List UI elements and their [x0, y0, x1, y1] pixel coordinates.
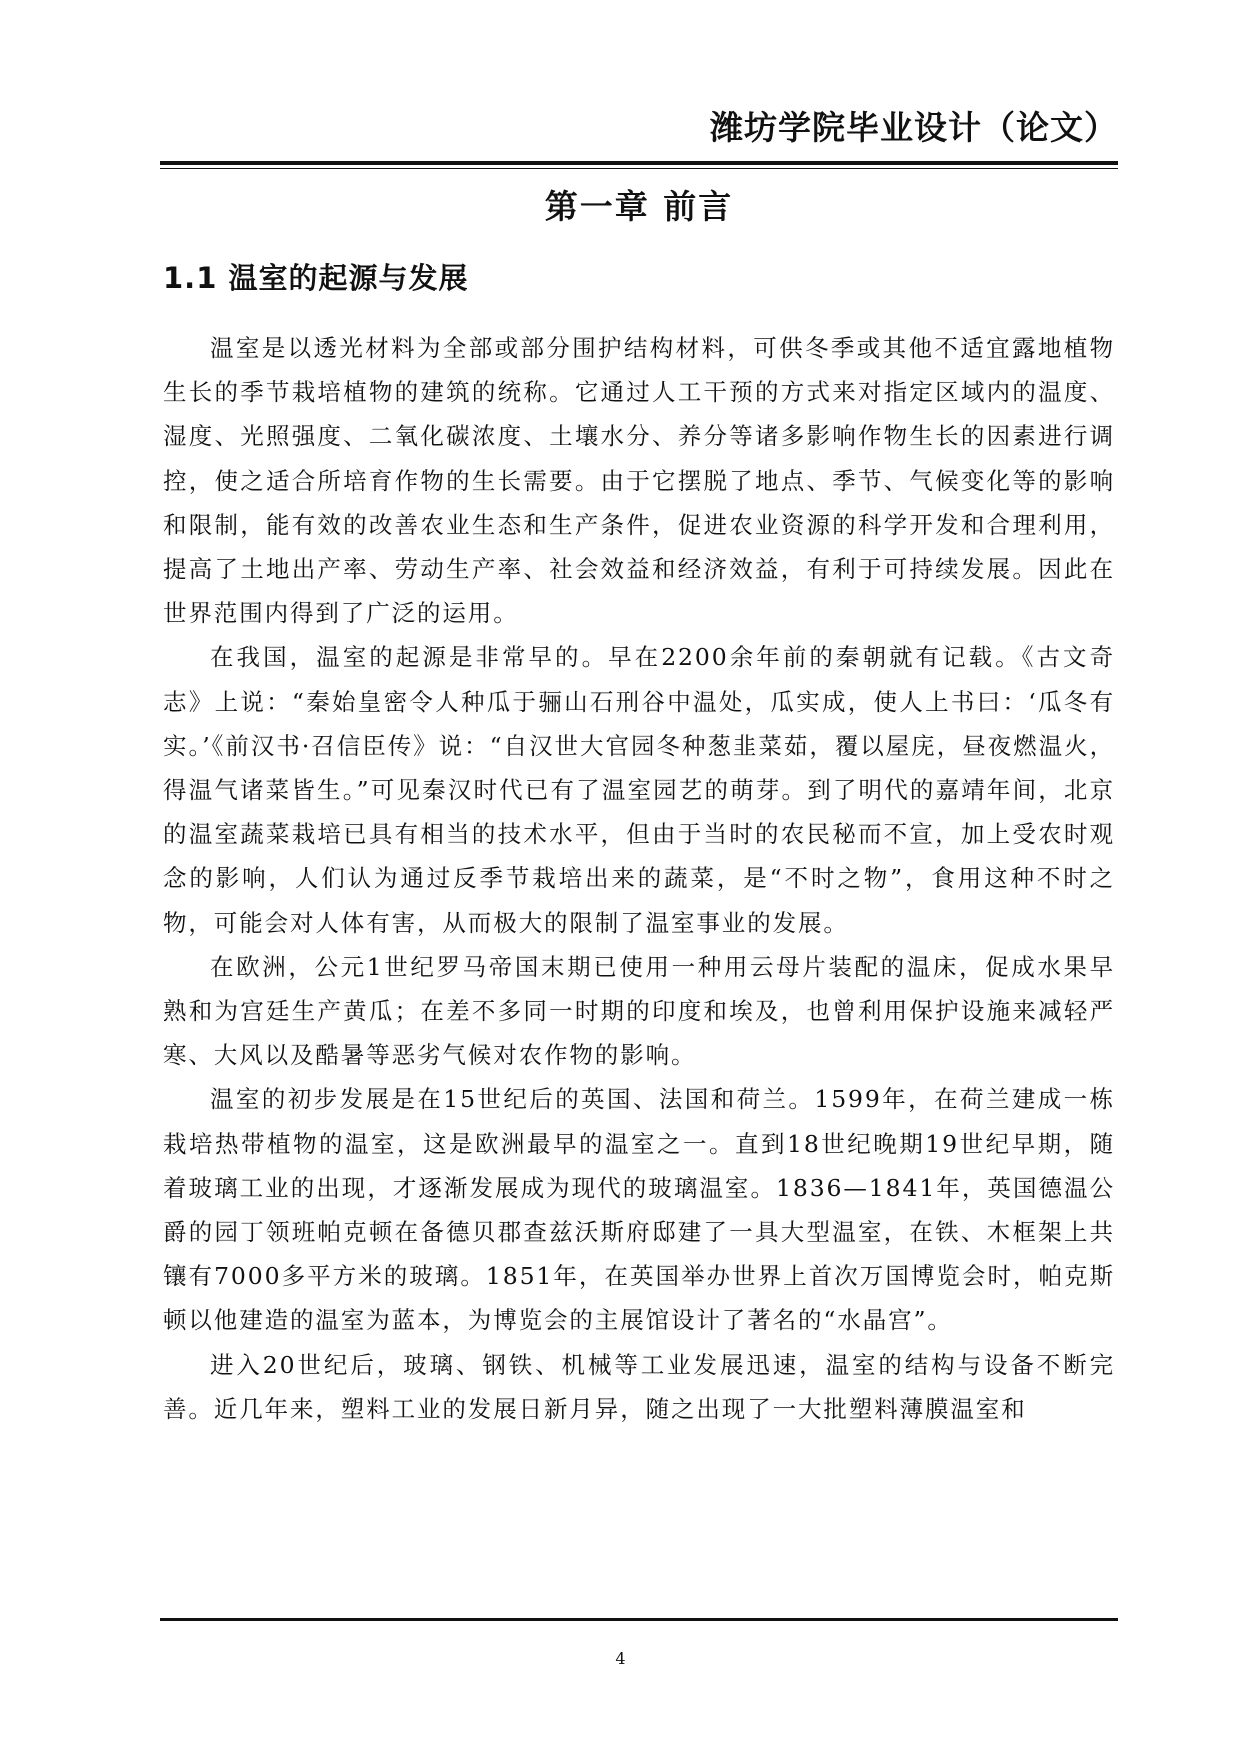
- body-text: [163, 326, 1115, 1431]
- paragraph: 在我国，温室的起源是非常早的。早在2200余年前的秦朝就有记载。《古文奇志》上说：“秦始皇密令人种瓜于骊山石刑谷中温处，瓜实成，使人上书曰：‘瓜冬有实。’《前汉书·召信臣传》说：“自汉世大官园冬种葱韭菜茹，覆以屋庑，昼夜燃温火，得温气诸菜皆生。”可见秦汉时代已有了温室园艺的萌芽。到了明代的嘉靖年间，北京的温室蔬菜栽培已具有相当的技术水平，但由于当时的农民秘而不宣，加上受农时观念的影响，人们认为通过反季节栽培出来的蔬菜，是“不时之物”，食用这种不时之物，可能会对人体有害，从而极大的限制了温室事业的发展。: [163, 643, 1115, 937]
- chapter-title: 第一章 前言: [544, 187, 734, 226]
- running-header-title: 潍坊学院毕业设计（论文）: [710, 108, 1118, 147]
- paragraph: 进入20世纪后，玻璃、钢铁、机械等工业发展迅速，温室的结构与设备不断完善。近几年来，塑料工业的发展日新月异，随之出现了一大批塑料薄膜温室和: [163, 1350, 1115, 1423]
- paragraph: 温室是以透光材料为全部或部分围护结构材料，可供冬季或其他不适宜露地植物生长的季节栽培植物的建筑的统称。它通过人工干预的方式来对指定区域内的温度、湿度、光照强度、二氧化碳浓度、土壤水分、养分等诸多影响作物生长的因素进行调控，使之适合所培育作物的生长需要。由于它摆脱了地点、季节、气候变化等的影响和限制，能有效的改善农业生态和生产条件，促进农业资源的科学开发和合理利用，提高了土地出产率、劳动生产率、社会效益和经济效益，有利于可持续发展。因此在世界范围内得到了广泛的运用。: [163, 334, 1115, 628]
- page-number: 4: [615, 1649, 626, 1668]
- header-rule-thin: [160, 168, 1118, 169]
- section-title: 1.1 温室的起源与发展: [163, 261, 469, 295]
- paragraph: 温室的初步发展是在15世纪后的英国、法国和荷兰。1599年，在荷兰建成一栋栽培热带植物的温室，这是欧洲最早的温室之一。直到18世纪晚期19世纪早期，随着玻璃工业的出现，才逐渐发展成为现代的玻璃温室。1836—1841年，英国德温公爵的园丁领班帕克顿在备德贝郡查兹沃斯府邸建了一具大型温室，在铁、木框架上共镶有7000多平方米的玻璃。1851年，在英国举办世界上首次万国博览会时，帕克斯顿以他建造的温室为蓝本，为博览会的主展馆设计了著名的“水晶宫”。: [163, 1085, 1115, 1335]
- paragraph: 在欧洲，公元1世纪罗马帝国末期已使用一种用云母片装配的温床，促成水果早熟和为宫廷生产黄瓜；在差不多同一时期的印度和埃及，也曾利用保护设施来减轻严寒、大风以及酷暑等恶劣气候对农作物的影响。: [163, 952, 1115, 1070]
- footer-rule: [160, 1618, 1118, 1621]
- header-rule-thick: [160, 161, 1118, 165]
